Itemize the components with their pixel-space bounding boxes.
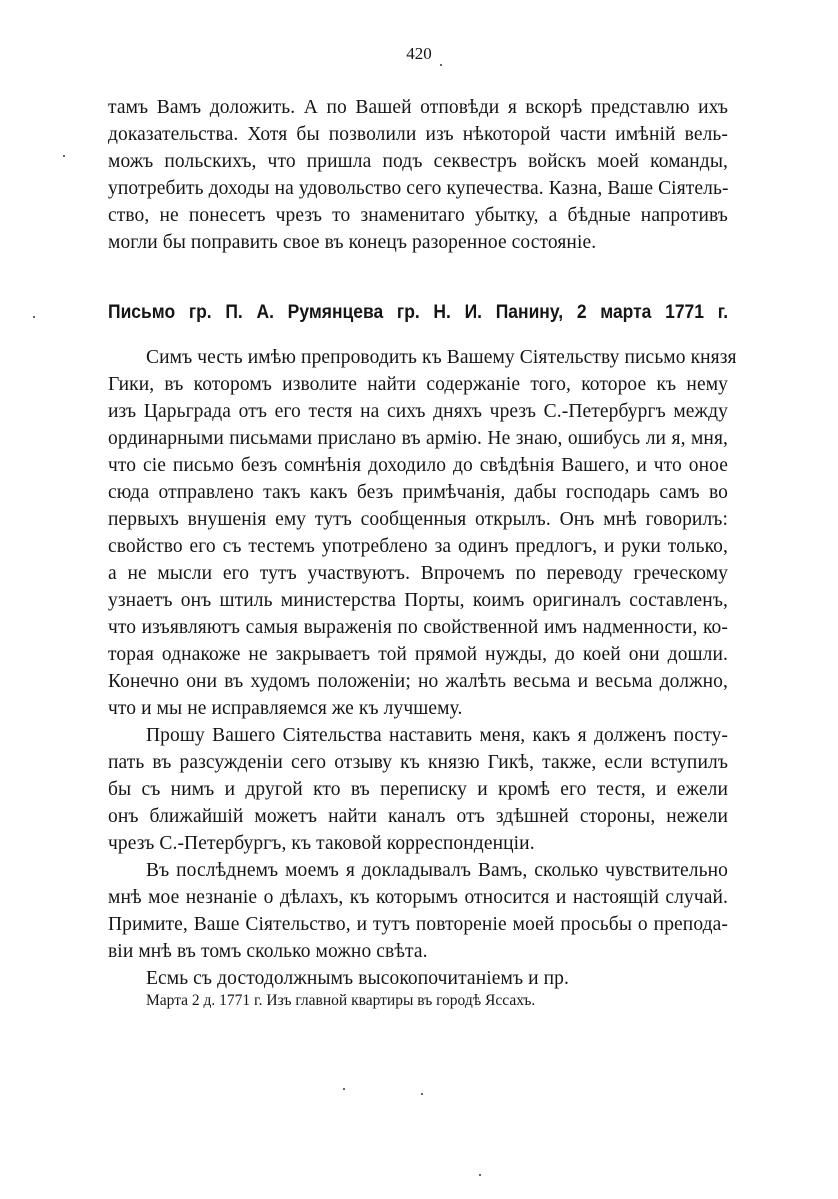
letter-body (108, 344, 737, 992)
text-line: Гики, въ которомъ изволите найти содержаніе того, которое къ нему (108, 374, 728, 395)
text-line: свойство его съ тестемъ употреблено за одинъ предлогъ, и руки только, (108, 536, 728, 557)
scan-speck (440, 64, 442, 66)
paragraph (108, 344, 737, 722)
text-line: Есмь съ достодолжнымъ высокопочитаніемъ и пр. (146, 968, 569, 989)
paragraph-signoff (108, 965, 728, 992)
text-line: Конечно они въ худомъ положеніи; но жалѣть весьма и весьма должно, (108, 671, 728, 692)
text-line: ство, не понесетъ чрезъ то знаменитаго убытку, а бѣдные напротивъ (108, 205, 728, 226)
text-line: узнаетъ онъ штиль министерства Порты, коимъ оригиналъ составленъ, (108, 590, 728, 611)
paragraph (108, 722, 728, 857)
text-line: первыхъ внушенія ему тутъ сообщенныя открылъ. Онъ мнѣ говорилъ: (108, 509, 728, 530)
text-line: что изъявляютъ самыя выраженія по свойственной имъ надменности, ко- (108, 617, 728, 638)
text-line: торая однакоже не закрываетъ той прямой нужды, до коей они дошли. (108, 644, 728, 665)
text-line: доказательства. Хотя бы позволили изъ нѣкоторой части имѣній вель- (108, 124, 728, 145)
text-line: Въ послѣднемъ моемъ я докладывалъ Вамъ, сколько чувствительно (146, 860, 728, 881)
text-line: пать въ разсужденіи сего отзыву къ князю Гикѣ, также, если вступилъ (108, 752, 728, 773)
text-line: чрезъ С.-Петербургъ, къ таковой корреспонденціи. (108, 833, 535, 854)
text-line: віи мнѣ въ томъ сколько можно свѣта. (108, 941, 428, 962)
text-line: можъ польскихъ, что пришла подъ секвестръ войскъ моей команды, (108, 151, 728, 172)
scan-speck (343, 1088, 345, 1090)
text-line: тамъ Вамъ доложить. А по Вашей отповѣди я вскорѣ представлю ихъ (108, 97, 728, 118)
scan-speck (421, 1093, 423, 1095)
text-line: онъ ближайшій можетъ найти каналъ отъ здѣшней стороны, нежели (108, 806, 728, 827)
text-line: могли бы поправить свое въ конецъ разоренное состояніе. (108, 232, 597, 253)
scan-speck (33, 316, 35, 318)
text-line: что и мы не исправляемся же къ лучшему. (108, 698, 463, 719)
text-line: что сіе письмо безъ сомнѣнія доходило до свѣдѣнія Вашего, и что оное (108, 455, 728, 476)
text-line: сюда отправлено такъ какъ безъ примѣчанія, дабы господарь самъ во (108, 482, 728, 503)
intro-paragraph (108, 94, 728, 256)
page-number: 420 (406, 44, 432, 63)
scan-speck (479, 1174, 481, 1176)
text-line: бы съ нимъ и другой кто въ переписку и кромѣ его тестя, и ежели (108, 779, 728, 800)
text-line: Симъ честь имѣю препроводить къ Вашему Сіятельству письмо князя (146, 347, 737, 368)
letter-heading: Письмо гр. П. А. Румянцева гр. Н. И. Панину, 2 марта 1771 г. (108, 302, 729, 323)
text-line: мнѣ мое незнаніе о дѣлахъ, къ которымъ относится и настоящій случай. (108, 887, 728, 908)
text-line: ординарными письмами прислано въ армію. Не знаю, ошибусь ли я, мня, (108, 428, 728, 449)
letter-dateline: Марта 2 д. 1771 г. Изъ главной квартиры въ городѣ Яссахъ. (146, 992, 536, 1009)
text-line: изъ Царьграда отъ его тестя на сихъ дняхъ чрезъ С.-Петербургъ между (108, 401, 728, 422)
text-line: Примите, Ваше Сіятельство, и тутъ повтореніе моей просьбы о препода- (108, 914, 728, 935)
text-line: а не мысли его тутъ участвуютъ. Впрочемъ по переводу греческому (108, 563, 728, 584)
paragraph (108, 857, 728, 965)
text-line: употребить доходы на удовольство сего купечества. Казна, Ваше Сіятель- (108, 178, 729, 199)
scan-speck (63, 155, 65, 157)
text-line: Прошу Вашего Сіятельства наставить меня, какъ я долженъ посту- (146, 725, 728, 746)
